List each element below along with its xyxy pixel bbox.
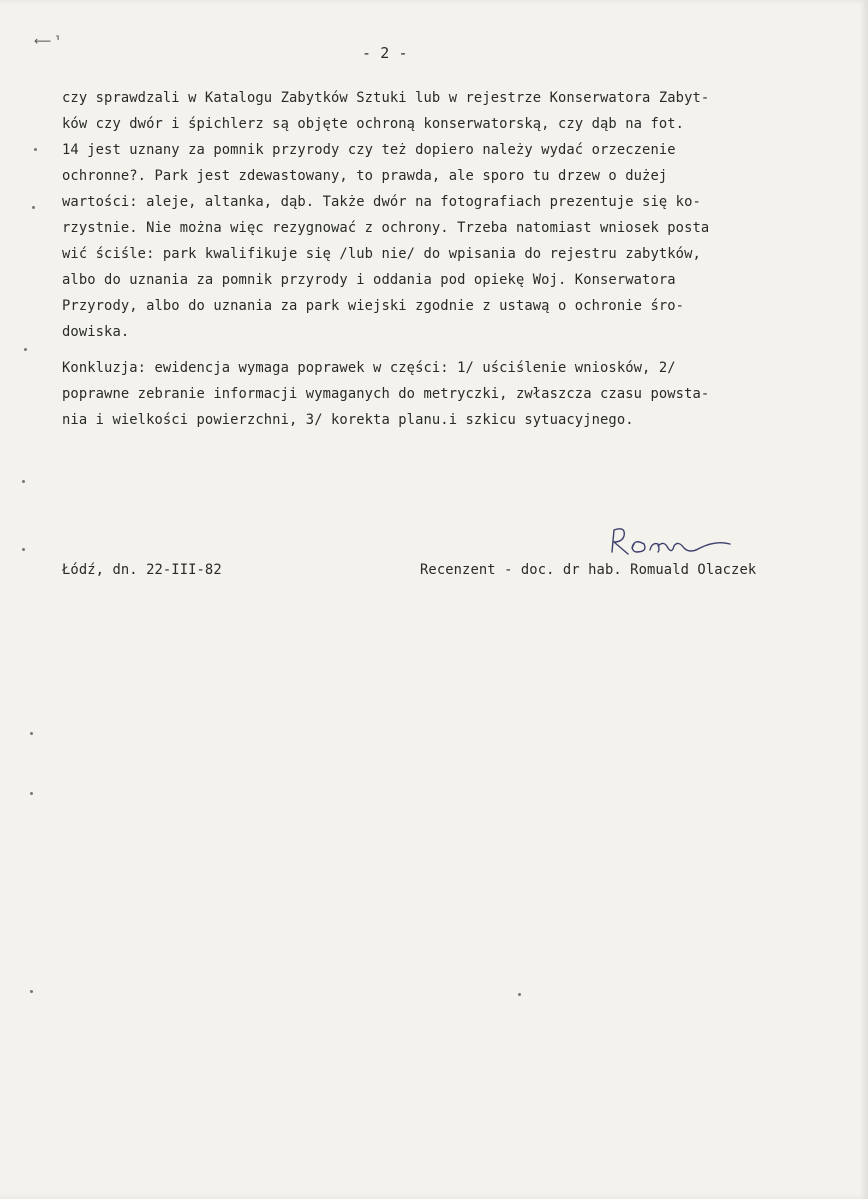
margin-punch-mark — [22, 480, 25, 483]
page-speck — [518, 993, 521, 996]
margin-punch-mark — [24, 348, 27, 351]
margin-arrow-mark: ⟵ ⸣ — [34, 34, 60, 48]
handwritten-signature — [604, 522, 744, 562]
body-line: dowiska. — [62, 324, 130, 340]
margin-punch-mark — [32, 206, 35, 209]
body-line: rzystnie. Nie można więc rezygnować z ochrony. Trzeba natomiast wniosek posta — [62, 220, 710, 236]
body-line: ochronne?. Park jest zdewastowany, to prawda, ale sporo tu drzew o dużej — [62, 168, 668, 184]
body-line: 14 jest uznany za pomnik przyrody czy też dopiero należy wydać orzeczenie — [62, 142, 676, 158]
body-line: ków czy dwór i śpichlerz są objęte ochroną konserwatorską, czy dąb na fot. — [62, 116, 685, 132]
margin-punch-mark — [30, 990, 33, 993]
body-line: wartości: aleje, altanka, dąb. Także dwór na fotografiach prezentuje się ko- — [62, 194, 701, 210]
margin-punch-mark — [30, 792, 33, 795]
reviewer-signature-line: Recenzent - doc. dr hab. Romuald Olaczek — [420, 562, 757, 578]
margin-punch-mark — [22, 548, 25, 551]
margin-punch-mark — [34, 148, 37, 151]
body-line: czy sprawdzali w Katalogu Zabytków Sztuki lub w rejestrze Konserwatora Zabyt- — [62, 90, 710, 106]
body-line: albo do uznania za pomnik przyrody i oddania pod opiekę Woj. Konserwatora — [62, 272, 676, 288]
conclusion-line: poprawne zebranie informacji wymaganych do metryczki, zwłaszcza czasu powsta- — [62, 386, 710, 402]
place-date: Łódź, dn. 22-III-82 — [62, 562, 222, 578]
page-number: - 2 - — [362, 44, 408, 62]
body-line: Przyrody, albo do uznania za park wiejski zgodnie z ustawą o ochronie śro- — [62, 298, 685, 314]
margin-punch-mark — [30, 732, 33, 735]
conclusion-line: nia i wielkości powierzchni, 3/ korekta planu.i szkicu sytuacyjnego. — [62, 412, 634, 428]
conclusion-line: Konkluzja: ewidencja wymaga poprawek w części: 1/ uściślenie wniosków, 2/ — [62, 360, 676, 376]
body-line: wić ściśle: park kwalifikuje się /lub nie/ do wpisania do rejestru zabytków, — [62, 246, 701, 262]
